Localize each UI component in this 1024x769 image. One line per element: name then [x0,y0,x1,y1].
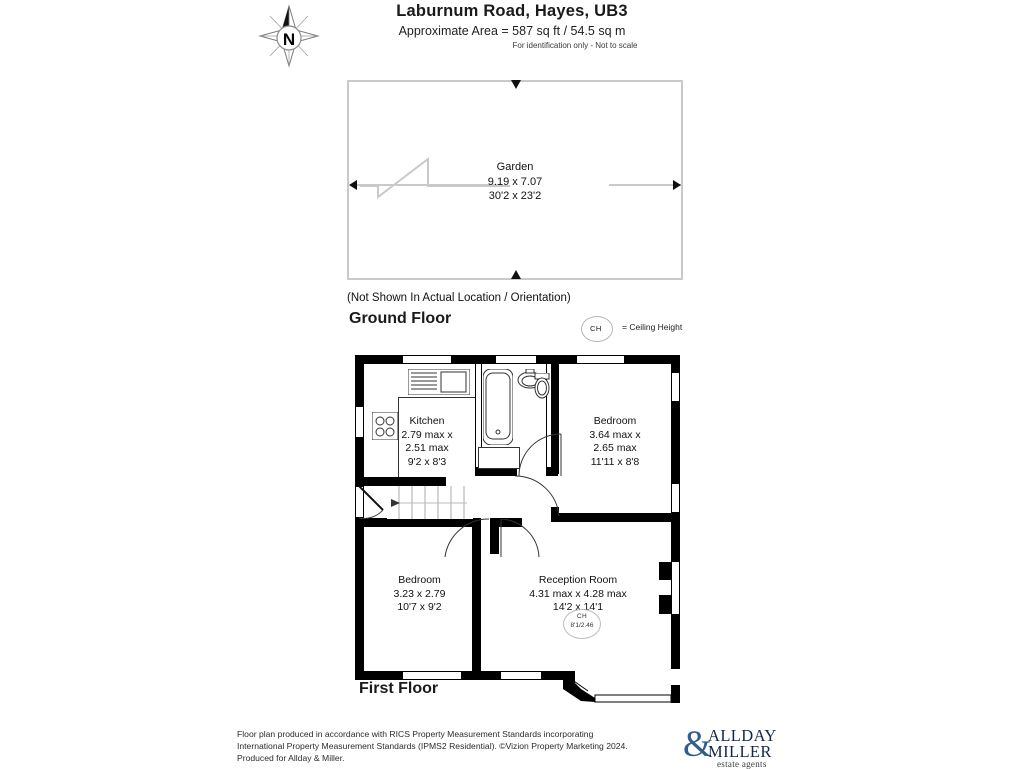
wall-left-mid [355,437,364,487]
logo-line-miller: MILLER [708,742,772,761]
kitchen-name: Kitchen [409,415,445,427]
svg-text:N: N [282,30,296,49]
bedroom1-metric-2: 2.65 max [593,442,637,454]
kitchen-counter [399,397,475,398]
kitchen-metric-2: 2.51 max [405,442,449,454]
window-right-1 [671,373,680,401]
door-bathroom-swing [515,430,563,478]
footer-disclaimer [237,729,628,764]
wall-bedroom1-bottom [551,513,671,522]
disclaimer-text: For identification only - Not to scale [512,41,638,50]
window-left-1 [355,407,364,437]
logo-ampersand: & [683,724,712,765]
wall-right-1 [671,355,680,373]
identification-disclaimer [0,41,1024,50]
garden-label [347,160,683,204]
wall-right-2 [671,401,680,484]
page-title: Laburnum Road, Hayes, UB3 [396,2,628,20]
window-top-1 [403,355,451,364]
garden-imperial-dimensions: 30'2 x 23'2 [488,190,542,202]
window-right-2 [671,484,680,512]
bedroom2-metric-1: 3.23 x 2.79 [393,587,446,600]
footer-line-2: International Property Measurement Standards (IPMS2 Residential). ©Vizion Property Marketing 2024. [237,740,628,751]
approximate-area-subtitle: Approximate Area = 587 sq ft / 54.5 sq m [398,24,626,38]
reception-imperial: 14'2 x 14'1 [552,601,604,613]
door-entry-swing [357,486,387,519]
bedroom1-metric-1: 3.64 max x [589,428,641,441]
door-reception-swing [499,519,541,561]
garden-arrow-top-icon [511,80,521,89]
wall-left-upper [355,355,364,407]
garden-metric-dimensions: 9.19 x 7.07 [487,175,543,188]
room-label-bedroom-2 [367,574,472,615]
kitchen-sink-and-drainer-icon [408,369,470,395]
logo-line-allday: ALLDAY [708,726,777,745]
door-bedroom1-swing [513,474,563,518]
kitchen-imperial: 9'2 x 8'3 [407,455,447,468]
compass-rose-icon [258,4,320,68]
reception-metric-1: 4.31 max x 4.28 max [529,587,627,600]
door-bedroom2-swing [443,517,491,559]
ceiling-height-key-label: = Ceiling Height [622,322,683,332]
kitchen-metric-1: 2.79 max x [401,428,453,441]
wall-left-lower [355,517,364,680]
ceiling-height-badge-value: 8'1/2.46 [570,622,594,629]
bedroom1-imperial: 11'11 x 8'8 [590,455,640,468]
wall-bottom-2 [461,671,501,680]
bathroom-bath-icon [483,369,513,445]
ceiling-height-key-abbr: CH [590,324,602,333]
logo-tagline: estate agents [717,759,767,769]
window-bottom-1 [403,671,461,680]
bedroom2-imperial: 10'7 x 9'2 [397,601,442,613]
wall-top-3 [536,355,577,364]
bay-window-corner [535,655,680,703]
footer-line-3: Produced for Allday & Miller. [237,752,345,763]
window-right-3 [671,562,680,614]
bathroom-toilet-icon [533,373,551,399]
bedroom1-name: Bedroom [593,415,637,427]
first-floor-plan [355,355,680,680]
garden-name: Garden [496,161,534,173]
room-label-kitchen [377,415,477,469]
wall-top-2 [451,355,496,364]
bedroom2-name: Bedroom [398,574,441,586]
ground-floor-location-note: (Not Shown In Actual Location / Orientation) [347,292,571,304]
wall-kitchen-bottom [364,477,446,486]
wall-right-3 [671,512,680,562]
window-top-2 [496,355,536,364]
ground-floor-heading: Ground Floor [349,310,452,327]
window-top-3 [577,355,624,364]
ceiling-height-badge-abbr: CH [576,613,588,620]
allday-miller-logo [683,722,793,768]
room-label-bedroom-1 [560,415,670,469]
staircase [387,486,473,519]
footer-line-1: Floor plan produced in accordance with RICS Property Measurement Standards incorporating [237,729,594,739]
garden-arrow-bottom-icon [511,270,521,279]
wall-bottom-left [355,671,403,680]
first-floor-heading: First Floor [359,680,439,697]
reception-name: Reception Room [538,574,618,586]
airing-cupboard [478,447,520,469]
